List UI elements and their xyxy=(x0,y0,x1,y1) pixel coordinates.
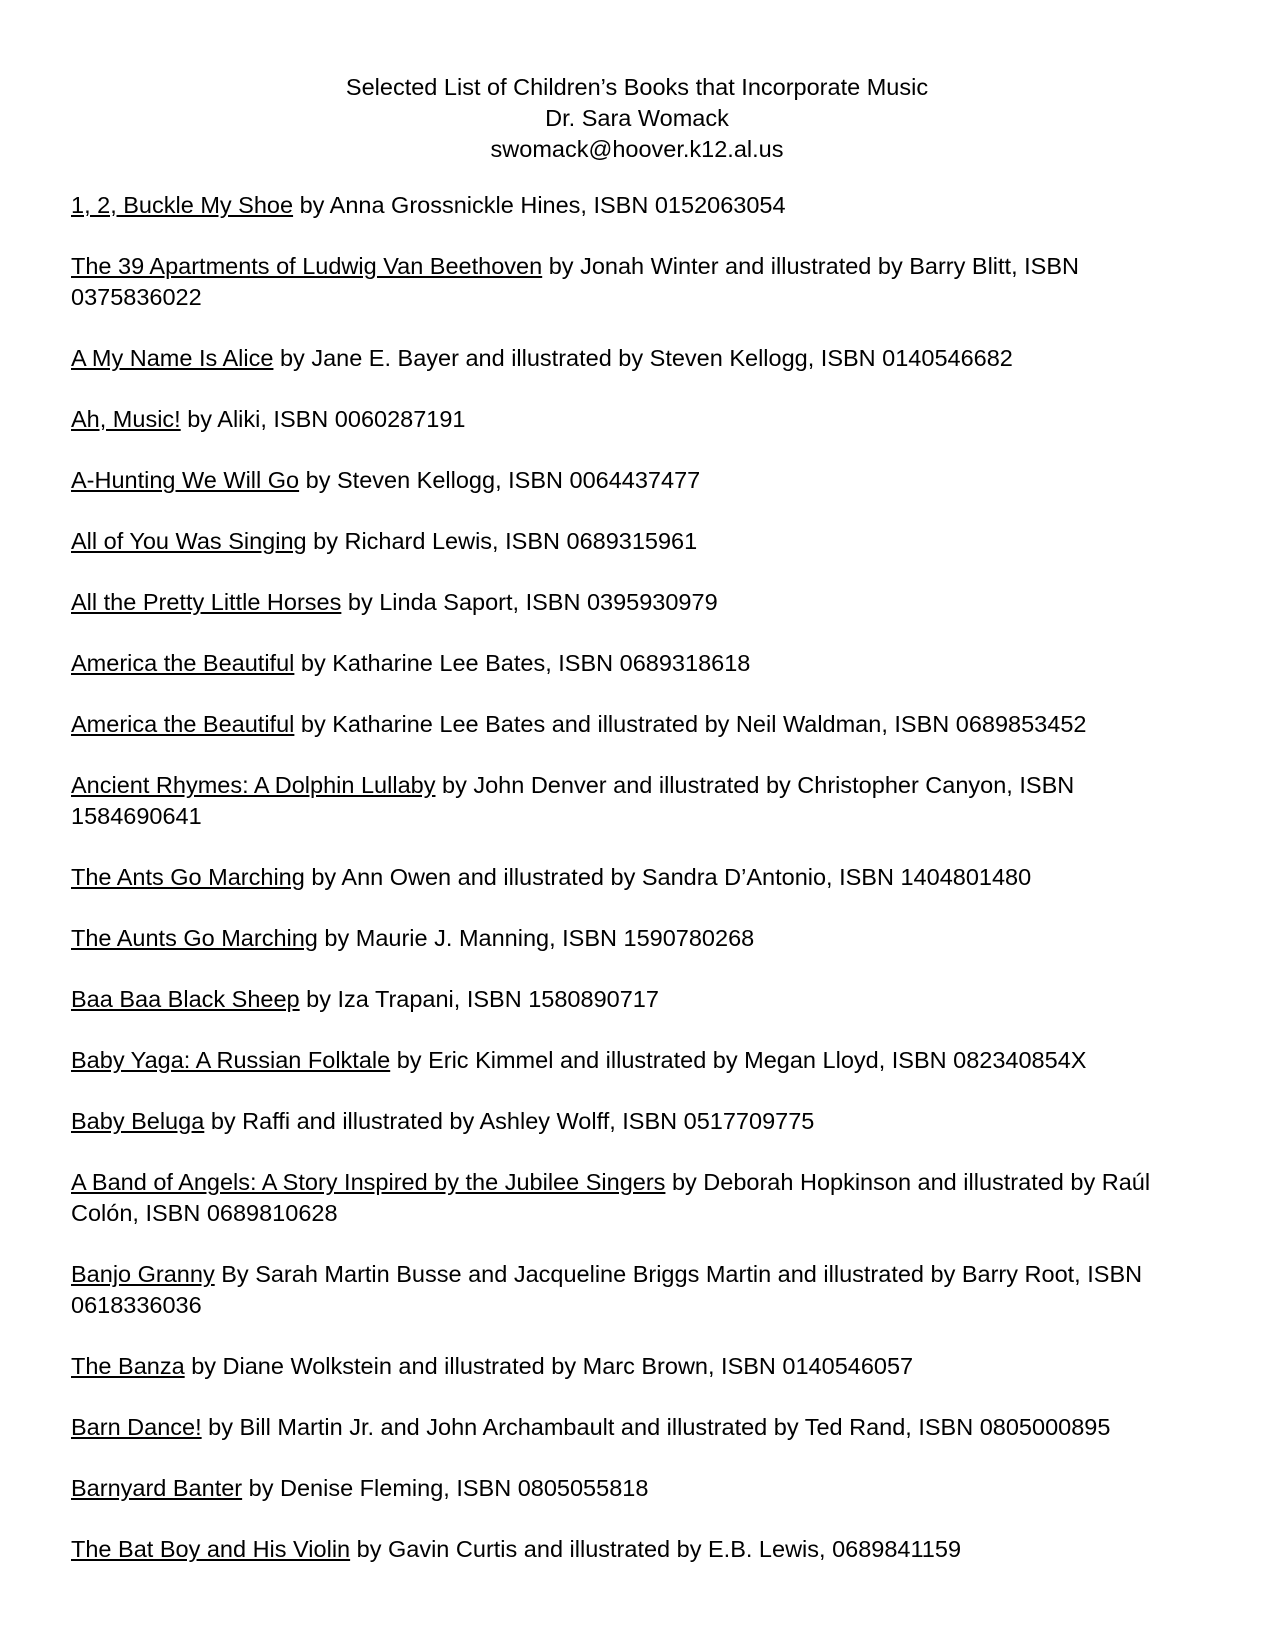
book-entry xyxy=(71,1473,1203,1504)
book-details: by Gavin Curtis and illustrated by E.B. Lewis, 0689841159 xyxy=(356,1536,962,1562)
book-details: by John Denver and illustrated by Christopher Canyon, ISBN 1584690641 xyxy=(71,772,1075,829)
book-details: by Steven Kellogg, ISBN 0064437477 xyxy=(305,467,701,493)
book-details: by Katharine Lee Bates and illustrated by Neil Waldman, ISBN 0689853452 xyxy=(300,711,1087,737)
book-details: by Eric Kimmel and illustrated by Megan Lloyd, ISBN 082340854X xyxy=(396,1047,1087,1073)
book-title: 1, 2, Buckle My Shoe xyxy=(71,192,294,218)
book-title: Ah, Music! xyxy=(71,406,181,432)
book-title: A My Name Is Alice xyxy=(71,345,274,371)
book-title: All the Pretty Little Horses xyxy=(71,589,342,615)
book-entry xyxy=(71,984,1203,1015)
book-details: by Diane Wolkstein and illustrated by Marc Brown, ISBN 0140546057 xyxy=(191,1353,914,1379)
book-title: Ancient Rhymes: A Dolphin Lullaby xyxy=(71,772,436,798)
book-details: by Katharine Lee Bates, ISBN 0689318618 xyxy=(300,650,751,676)
book-details: by Jane E. Bayer and illustrated by Steven Kellogg, ISBN 0140546682 xyxy=(279,345,1013,371)
email-line: swomack@hoover.k12.al.us xyxy=(490,136,784,162)
page-title: Selected List of Children’s Books that Incorporate Music xyxy=(345,74,929,100)
book-entry xyxy=(71,1534,1203,1565)
book-details: by Ann Owen and illustrated by Sandra D’Antonio, ISBN 1404801480 xyxy=(311,864,1032,890)
book-title: The Banza xyxy=(71,1353,185,1379)
book-entry xyxy=(71,1412,1203,1443)
book-entry xyxy=(71,1106,1203,1137)
book-list xyxy=(71,190,1203,1565)
book-entry xyxy=(71,526,1203,557)
book-details: By Sarah Martin Busse and Jacqueline Briggs Martin and illustrated by Barry Root, ISBN 0618336036 xyxy=(71,1261,1143,1318)
book-entry xyxy=(71,1259,1203,1321)
author-line: Dr. Sara Womack xyxy=(545,105,729,131)
book-entry xyxy=(71,465,1203,496)
book-entry xyxy=(71,251,1203,313)
book-title: The Aunts Go Marching xyxy=(71,925,318,951)
book-entry xyxy=(71,770,1203,832)
book-details: by Jonah Winter and illustrated by Barry Blitt, ISBN 0375836022 xyxy=(71,253,1079,310)
book-title: America the Beautiful xyxy=(71,650,295,676)
book-title: A-Hunting We Will Go xyxy=(71,467,300,493)
book-details: by Linda Saport, ISBN 0395930979 xyxy=(347,589,718,615)
book-entry xyxy=(71,862,1203,893)
book-details: by Aliki, ISBN 0060287191 xyxy=(187,406,466,432)
book-title: The Bat Boy and His Violin xyxy=(71,1536,351,1562)
book-details: by Bill Martin Jr. and John Archambault and illustrated by Ted Rand, ISBN 0805000895 xyxy=(208,1414,1111,1440)
book-title: Baby Yaga: A Russian Folktale xyxy=(71,1047,391,1073)
book-title: The 39 Apartments of Ludwig Van Beethoven xyxy=(71,253,543,279)
book-title: Barn Dance! xyxy=(71,1414,202,1440)
book-title: Baby Beluga xyxy=(71,1108,205,1134)
book-entry xyxy=(71,1167,1203,1229)
book-entry xyxy=(71,343,1203,374)
book-details: by Deborah Hopkinson and illustrated by Raúl Colón, ISBN 0689810628 xyxy=(71,1169,1151,1226)
book-details: by Richard Lewis, ISBN 0689315961 xyxy=(313,528,698,554)
book-details: by Raffi and illustrated by Ashley Wolff, ISBN 0517709775 xyxy=(210,1108,815,1134)
book-title: The Ants Go Marching xyxy=(71,864,305,890)
book-details: by Anna Grossnickle Hines, ISBN 0152063054 xyxy=(299,192,786,218)
document-header xyxy=(71,72,1203,165)
book-entry xyxy=(71,1045,1203,1076)
book-entry xyxy=(71,648,1203,679)
book-entry xyxy=(71,404,1203,435)
book-entry xyxy=(71,587,1203,618)
book-title: America the Beautiful xyxy=(71,711,295,737)
book-title: All of You Was Singing xyxy=(71,528,307,554)
book-entry xyxy=(71,923,1203,954)
book-title: Baa Baa Black Sheep xyxy=(71,986,300,1012)
book-title: Barnyard Banter xyxy=(71,1475,243,1501)
book-entry xyxy=(71,190,1203,221)
book-details: by Maurie J. Manning, ISBN 1590780268 xyxy=(324,925,755,951)
book-title: Banjo Granny xyxy=(71,1261,215,1287)
book-details: by Denise Fleming, ISBN 0805055818 xyxy=(248,1475,649,1501)
book-entry xyxy=(71,1351,1203,1382)
book-details: by Iza Trapani, ISBN 1580890717 xyxy=(306,986,659,1012)
book-title: A Band of Angels: A Story Inspired by the Jubilee Singers xyxy=(71,1169,666,1195)
book-entry xyxy=(71,709,1203,740)
